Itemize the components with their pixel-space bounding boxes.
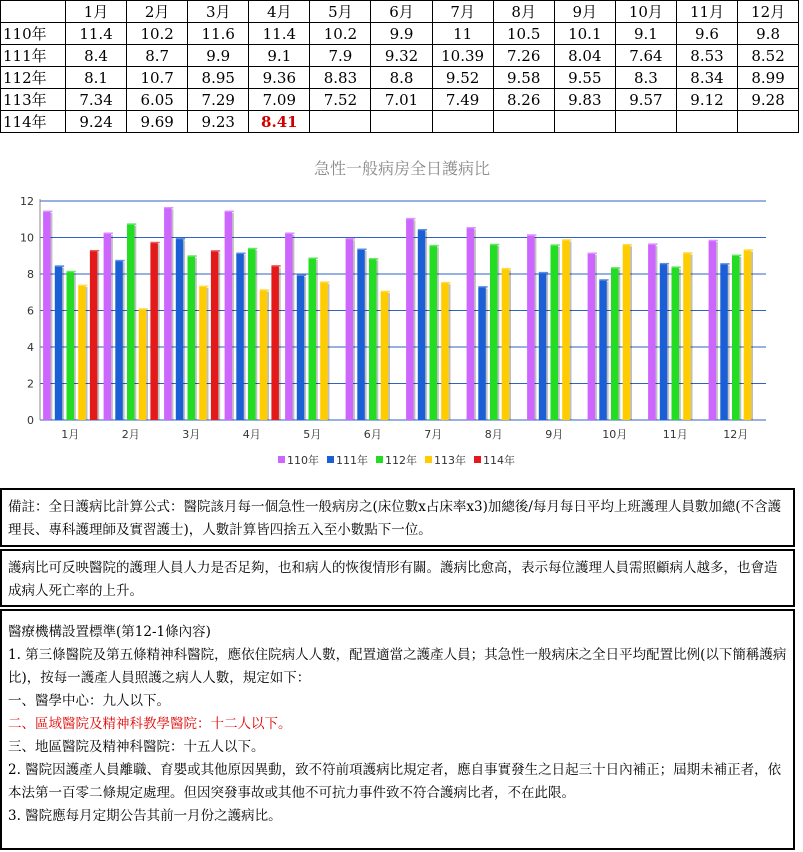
bar-top — [406, 218, 415, 220]
table-value-cell: 9.58 — [493, 67, 554, 89]
table-row — [1, 89, 799, 111]
table-month-header: 12月 — [738, 1, 799, 23]
bar-top — [285, 232, 294, 234]
bar — [236, 254, 244, 420]
bar-top — [139, 308, 148, 310]
legend — [278, 453, 515, 467]
bar-top — [369, 258, 378, 260]
bar-top — [188, 255, 197, 257]
table-value-cell: 9.12 — [676, 89, 737, 111]
bar-shade — [158, 244, 160, 420]
table-value-cell: 9.8 — [738, 23, 799, 45]
bar — [527, 236, 535, 420]
table-value-cell: 11.6 — [188, 23, 249, 45]
bar-top — [732, 255, 741, 257]
legend-swatch — [425, 456, 432, 463]
bar-shade — [546, 274, 548, 420]
bar-top — [78, 285, 87, 287]
table-value-cell — [432, 111, 493, 133]
table-value-cell: 9.57 — [615, 89, 676, 111]
table-value-cell: 10.5 — [493, 23, 554, 45]
bar — [199, 287, 207, 420]
table-year-cell: 110年 — [1, 23, 66, 45]
table-row — [1, 23, 799, 45]
bar-top — [55, 265, 64, 267]
table-value-cell: 9.23 — [188, 111, 249, 133]
table-value-cell: 11 — [432, 23, 493, 45]
bar — [357, 250, 365, 420]
bar-shade — [498, 246, 500, 420]
bar — [381, 292, 389, 420]
regulation-paragraph-1: 1. 第三條醫院及第五條精神科醫院，應依住院病人人數，配置適當之護產人員；其急性一般病床之全日平均配置比例(以下簡稱護病比)，按每一護產人員照護之病人人數，規定如下： — [8, 647, 787, 686]
bar-top — [236, 253, 245, 255]
bar-top — [320, 281, 329, 283]
x-tick-label: 2月 — [121, 428, 140, 441]
bar-shade — [267, 292, 269, 420]
bar-top — [551, 244, 560, 246]
bar-shade — [97, 252, 99, 420]
table-value-cell — [371, 111, 432, 133]
table-value-cell: 8.1 — [66, 67, 127, 89]
bar-shade — [256, 250, 258, 420]
bar — [660, 264, 668, 420]
table-value-cell — [493, 111, 554, 133]
bar-top — [562, 239, 571, 241]
bar — [104, 234, 112, 420]
bar-shade — [437, 247, 439, 420]
legend-label: 113年 — [434, 454, 466, 467]
legend-label: 112年 — [385, 454, 417, 467]
bar — [467, 228, 475, 420]
table-value-cell: 7.34 — [66, 89, 127, 111]
table-value-cell: 9.1 — [615, 23, 676, 45]
bar — [430, 246, 438, 420]
bar-top — [539, 272, 548, 274]
bar-shade — [195, 258, 197, 420]
table-value-cell — [676, 111, 737, 133]
bar-shade — [740, 257, 742, 420]
bar — [611, 269, 619, 420]
bar-shade — [509, 270, 511, 420]
table-value-cell: 9.83 — [554, 89, 615, 111]
bar-shade — [595, 255, 597, 420]
bar — [683, 254, 691, 420]
x-tick-label: 3月 — [182, 428, 201, 441]
table-value-cell: 8.52 — [738, 45, 799, 67]
regulation-paragraph-3: 3. 醫院應每月定期公告其前一月份之護病比。 — [8, 808, 282, 824]
bars — [43, 207, 753, 420]
bar — [502, 269, 510, 420]
table-value-cell: 10.39 — [432, 45, 493, 67]
table-value-cell: 9.55 — [554, 67, 615, 89]
bar-top — [441, 282, 450, 284]
bar-top — [248, 248, 257, 250]
bar-top — [150, 242, 159, 244]
table-value-cell: 8.53 — [676, 45, 737, 67]
bar-shade — [218, 253, 220, 420]
bar — [297, 276, 305, 420]
bar-shade — [146, 311, 148, 420]
table-value-cell: 8.04 — [554, 45, 615, 67]
table-value-cell: 11.4 — [66, 23, 127, 45]
bar — [176, 239, 184, 420]
y-tick-label: 2 — [27, 377, 34, 391]
bar-top — [271, 265, 280, 267]
note-meaning — [0, 549, 795, 607]
bar-shade — [667, 265, 669, 420]
table-value-cell: 7.01 — [371, 89, 432, 111]
x-tick-label: 11月 — [662, 428, 688, 441]
bar — [551, 246, 559, 420]
bar — [599, 281, 607, 420]
table-value-cell: 11.4 — [249, 23, 310, 45]
table-month-header: 7月 — [432, 1, 493, 23]
y-tick-label: 8 — [27, 268, 34, 281]
bar — [188, 257, 196, 420]
table-value-cell: 9.36 — [249, 67, 310, 89]
table-month-header: 9月 — [554, 1, 615, 23]
bar — [346, 239, 354, 420]
bar-top — [418, 229, 427, 231]
bar-top — [104, 232, 113, 234]
bar-shade — [86, 287, 88, 420]
bar-shade — [449, 284, 451, 420]
y-tick-label: 12 — [20, 195, 34, 208]
table-month-header: 3月 — [188, 1, 249, 23]
table-month-header: 8月 — [493, 1, 554, 23]
bar-shade — [728, 266, 730, 420]
note-regulation — [0, 609, 795, 850]
bar-top — [599, 279, 608, 281]
bar-top — [430, 245, 439, 247]
bar-shade — [62, 268, 64, 420]
bar — [164, 208, 172, 420]
bar-top — [672, 266, 681, 268]
bar — [115, 261, 123, 420]
bar-shade — [111, 235, 113, 420]
table-value-cell: 7.26 — [493, 45, 554, 67]
bar-chart-svg — [0, 145, 799, 485]
table-row — [1, 111, 799, 133]
table-month-header: 5月 — [310, 1, 371, 23]
bar — [562, 241, 570, 420]
bar-shade — [172, 209, 174, 420]
bar-shade — [630, 246, 632, 420]
bar-shade — [207, 288, 209, 420]
bar-shade — [425, 231, 427, 420]
y-tick-label: 6 — [27, 304, 34, 318]
table-value-cell: 8.8 — [371, 67, 432, 89]
bar-chart — [0, 145, 799, 485]
note-formula — [0, 488, 795, 547]
y-tick-label: 4 — [27, 341, 34, 354]
table-value-cell: 7.29 — [188, 89, 249, 111]
bar — [271, 267, 279, 420]
bar — [67, 272, 75, 420]
bar-top — [478, 286, 487, 288]
bar-top — [502, 268, 511, 270]
bar-top — [744, 249, 753, 251]
bar-top — [357, 249, 366, 251]
table-value-cell: 10.2 — [127, 23, 188, 45]
table-year-cell: 113年 — [1, 89, 66, 111]
bar — [211, 252, 219, 420]
bar — [90, 251, 98, 420]
bar-top — [43, 211, 52, 213]
note-formula-text: 備註：全日護病比計算公式：醫院該月每一個急性一般病房之(床位數x占床率x3)加總後/每月每日平均上班護理人員數加總(不含護理長、專科護理師及實習護士)，人數計算皆四捨五入至小數點下一位。 — [8, 499, 782, 538]
bar — [588, 254, 596, 420]
bar-top — [297, 274, 306, 276]
bar-top — [211, 250, 220, 252]
chart-title: 急性一般病房全日護病比 — [313, 159, 491, 178]
bar-shade — [365, 251, 367, 420]
bar-top — [709, 240, 718, 242]
bar-top — [176, 238, 185, 240]
table-value-cell: 7.49 — [432, 89, 493, 111]
regulation-heading: 醫療機構設置標準(第12-1條內容) — [8, 624, 211, 640]
table-value-cell: 7.9 — [310, 45, 371, 67]
x-tick-label: 9月 — [545, 428, 564, 441]
x-tick-label: 12月 — [723, 428, 749, 441]
table-value-cell: 7.09 — [249, 89, 310, 111]
bar — [441, 283, 449, 420]
bar — [623, 245, 631, 420]
bar-top — [199, 286, 208, 288]
table-year-cell: 114年 — [1, 111, 66, 133]
bar-shade — [316, 260, 318, 420]
bar-top — [527, 234, 536, 236]
bar — [78, 286, 86, 420]
table-value-cell: 7.52 — [310, 89, 371, 111]
bar-shade — [279, 268, 281, 420]
legend-swatch — [376, 456, 383, 463]
bar-shade — [123, 262, 125, 420]
table-value-cell: 10.1 — [554, 23, 615, 45]
table-value-cell: 9.69 — [127, 111, 188, 133]
regulation-paragraph-2: 2. 醫院因護產人員離職、育嬰或其他原因異動，致不符前項護病比規定者，應自事實發生之日起三十日內補正；屆期未補正者，依本法第一百零二條規定處理。但因突發事故或其他不可抗力事件致不符合護病比者，不在此限。 — [8, 762, 782, 801]
bar — [285, 234, 293, 420]
bar-shade — [535, 237, 537, 420]
x-tick-label: 7月 — [424, 428, 443, 441]
bar-top — [660, 263, 669, 265]
table-year-cell: 111年 — [1, 45, 66, 67]
bar-shade — [51, 213, 53, 420]
bar — [260, 291, 268, 420]
table-value-cell: 8.26 — [493, 89, 554, 111]
table-value-cell: 9.1 — [249, 45, 310, 67]
x-tick-label: 10月 — [602, 428, 628, 441]
legend-swatch — [474, 456, 481, 463]
bar-shade — [570, 242, 572, 420]
note-meaning-text: 護病比可反映醫院的護理人員人力是否足夠，也和病人的恢復情形有關。護病比愈高，表示每位護理人員需照顧病人越多，也會造成病人死亡率的上升。 — [8, 560, 778, 599]
bar-shade — [751, 252, 753, 420]
x-tick-label: 5月 — [303, 428, 322, 441]
table-month-header: 11月 — [676, 1, 737, 23]
table-header-row — [1, 1, 799, 23]
table-value-cell: 9.52 — [432, 67, 493, 89]
bar — [490, 245, 498, 420]
bar-top — [115, 260, 124, 262]
table-row — [1, 45, 799, 67]
bar — [732, 256, 740, 420]
bar-shade — [486, 289, 488, 420]
bar-top — [260, 289, 269, 291]
bar — [672, 268, 680, 420]
bar — [43, 212, 51, 420]
legend-label: 111年 — [336, 454, 368, 467]
bar-shade — [293, 235, 295, 420]
table-value-cell: 8.34 — [676, 67, 737, 89]
bar-shade — [388, 293, 390, 420]
x-tick-label: 8月 — [484, 428, 503, 441]
table-value-cell: 9.6 — [676, 23, 737, 45]
bar-top — [90, 250, 99, 252]
table-value-cell — [310, 111, 371, 133]
legend-label: 110年 — [287, 454, 319, 467]
bar-top — [67, 271, 76, 273]
x-tick-label: 6月 — [363, 428, 382, 441]
bar — [478, 288, 486, 420]
table-value-cell: 9.32 — [371, 45, 432, 67]
bar-shade — [328, 284, 330, 420]
table-value-cell: 9.28 — [738, 89, 799, 111]
bar — [139, 310, 147, 420]
bar — [127, 225, 135, 420]
bar-top — [346, 238, 355, 240]
legend-swatch — [327, 456, 334, 463]
table-value-cell: 8.41 — [249, 111, 310, 133]
table-value-cell: 8.4 — [66, 45, 127, 67]
table-value-cell: 10.7 — [127, 67, 188, 89]
bar-shade — [619, 270, 621, 420]
bar-shade — [183, 240, 185, 420]
y-tick-label: 10 — [20, 231, 34, 245]
x-tick-label: 4月 — [242, 428, 261, 441]
legend-swatch — [278, 456, 285, 463]
regulation-item-1: 一、醫學中心：九人以下。 — [8, 693, 170, 709]
bar-shade — [656, 246, 658, 420]
table-corner-cell — [1, 1, 66, 23]
bar — [309, 259, 317, 420]
bar-shade — [353, 240, 355, 420]
bar-top — [164, 207, 173, 209]
bar-shade — [607, 282, 609, 420]
bar — [320, 283, 328, 420]
bar — [406, 219, 414, 420]
bar-shade — [377, 260, 379, 420]
bar — [150, 243, 158, 420]
table-month-header: 4月 — [249, 1, 310, 23]
bar-shade — [232, 213, 234, 420]
bar-top — [490, 244, 499, 246]
table-value-cell: 9.24 — [66, 111, 127, 133]
bar — [418, 230, 426, 420]
bar-shade — [679, 269, 681, 420]
bar-shade — [716, 242, 718, 420]
table-month-header: 2月 — [127, 1, 188, 23]
x-tick-label: 1月 — [61, 428, 80, 441]
table-value-cell: 8.99 — [738, 67, 799, 89]
table-value-cell: 6.05 — [127, 89, 188, 111]
bar-shade — [74, 273, 76, 420]
bar-shade — [244, 255, 246, 420]
table-value-cell: 8.95 — [188, 67, 249, 89]
bar-top — [225, 211, 234, 213]
nurse-ratio-table — [0, 0, 799, 133]
table-value-cell: 8.7 — [127, 45, 188, 67]
bar-top — [611, 267, 620, 269]
bar — [369, 259, 377, 420]
bar-top — [467, 227, 476, 229]
bar-top — [648, 243, 657, 245]
bar-top — [683, 252, 692, 254]
bar — [744, 251, 752, 420]
regulation-item-2: 二、區域醫院及精神科教學醫院：十二人以下。 — [8, 716, 292, 732]
bar — [55, 267, 63, 420]
bar — [720, 265, 728, 420]
table-value-cell — [554, 111, 615, 133]
table-value-cell: 9.9 — [188, 45, 249, 67]
bar — [648, 245, 656, 420]
table-value-cell: 8.3 — [615, 67, 676, 89]
table-value-cell: 8.83 — [310, 67, 371, 89]
regulation-item-3: 三、地區醫院及精神科醫院：十五人以下。 — [8, 739, 265, 755]
table-year-cell: 112年 — [1, 67, 66, 89]
bar-top — [623, 244, 632, 246]
bar-shade — [414, 220, 416, 420]
table-row — [1, 67, 799, 89]
table-value-cell: 7.64 — [615, 45, 676, 67]
bar-shade — [691, 255, 693, 420]
bar-shade — [474, 229, 476, 420]
bar-shade — [558, 247, 560, 420]
bar-shade — [304, 277, 306, 420]
bar — [709, 241, 717, 420]
table-month-header: 6月 — [371, 1, 432, 23]
bar-top — [381, 291, 390, 293]
bar — [248, 249, 256, 420]
bar-top — [588, 253, 597, 255]
bar — [225, 212, 233, 420]
legend-label: 114年 — [483, 454, 515, 467]
bar-top — [720, 263, 729, 265]
table-value-cell — [615, 111, 676, 133]
table-value-cell: 10.2 — [310, 23, 371, 45]
table-month-header: 10月 — [615, 1, 676, 23]
bar — [539, 273, 547, 420]
table-value-cell: 9.9 — [371, 23, 432, 45]
bar-top — [127, 223, 136, 225]
bar-shade — [135, 226, 137, 420]
bar-top — [309, 257, 318, 259]
y-tick-label: 0 — [27, 414, 34, 427]
table-value-cell — [738, 111, 799, 133]
table-month-header: 1月 — [66, 1, 127, 23]
